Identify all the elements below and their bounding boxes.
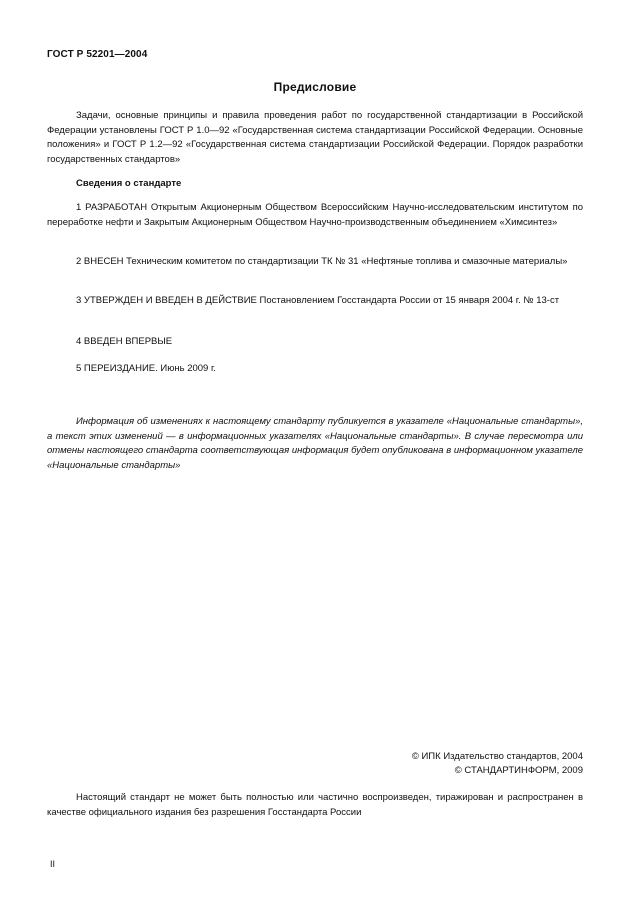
page-title: Предисловие [273,80,357,94]
info-item-1: 1 РАЗРАБОТАН Открытым Акционерным Обществом Всероссийским Научно-исследовательским институтом по переработке нефти и Закрытым Акционерным Обществом Научно-производственным объединением «Химсинтез» [47,202,583,228]
intro-paragraph: Задачи, основные принципы и правила проведения работ по государственной стандартизации в Российской Федерации установлены ГОСТ Р 1.0—92 «Государственная система стандартизации Российской Федерации. Основные положения» и ГОСТ Р 1.2—92 «Государственная система стандартизации Российской Федерации. Порядок разработки государственных стандартов» [47,110,583,165]
document-code: ГОСТ Р 52201—2004 [47,49,148,60]
info-item-3: 3 УТВЕРЖДЕН И ВВЕДЕН В ДЕЙСТВИЕ Постановлением Госстандарта России от 15 января 2004 г. № 13-ст [76,295,560,306]
copyright-line-2: © СТАНДАРТИНФОРМ, 2009 [454,765,583,776]
changes-notice: Информация об изменениях к настоящему стандарту публикуется в указателе «Национальные стандарты», а текст этих изменений — в информационных указателях «Национальные стандарты». В случае пересмотра или отмены настоящего стандарта соответствующая информация будет опубликована в информационном указателе «Национальные стандарты» [47,416,583,471]
info-item-4: 4 ВВЕДЕН ВПЕРВЫЕ [76,336,173,347]
info-item-5: 5 ПЕРЕИЗДАНИЕ. Июнь 2009 г. [76,363,216,374]
copyright-line-1: © ИПК Издательство стандартов, 2004 [411,751,583,762]
info-item-2: 2 ВНЕСЕН Техническим комитетом по стандартизации ТК № 31 «Нефтяные топлива и смазочные материалы» [76,256,568,267]
section-heading: Сведения о стандарте [76,178,182,189]
reproduction-notice: Настоящий стандарт не может быть полностью или частично воспроизведен, тиражирован и распространен в качестве официального издания без разрешения Госстандарта России [47,792,583,818]
page-number: II [50,859,56,869]
